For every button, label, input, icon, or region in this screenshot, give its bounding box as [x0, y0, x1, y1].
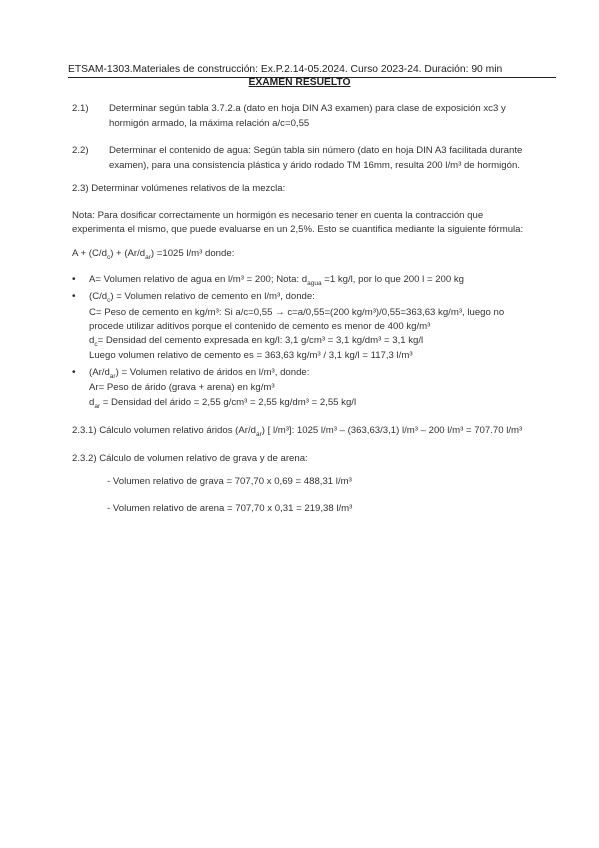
subscript: c	[94, 340, 98, 348]
question-2-1	[72, 103, 562, 133]
subscript: c	[107, 296, 111, 304]
question-number: 2.1)	[72, 103, 89, 114]
question-line: Determinar según tabla 3.7.2.a (dato en hoja DIN A3 examen) para clase de exposición xc3 y	[109, 103, 506, 114]
formula-part: A + (C/d	[72, 248, 107, 259]
note-line: Nota: Para dosificar correctamente un hormigón es necesario tener en cuenta la contracción que	[72, 210, 484, 221]
subscript: ar	[109, 372, 116, 380]
document-header: ETSAM-1303.Materiales de construcción: Ex.P.2.14-05.2024. Curso 2023-24. Duración: 90 min	[68, 64, 556, 78]
question-line: hormigón armado, la máxima relación a/c=0,55	[109, 118, 310, 129]
subscript: ar	[94, 402, 101, 410]
arido-line: Ar= Peso de árido (grava + arena) en kg/m³	[89, 382, 275, 393]
arena-volume-line: - Volumen relativo de arena = 707,70 x 0,31 = 219,38 l/m³	[107, 503, 353, 514]
cemento-line: Luego volumen relativo de cemento es = 363,63 kg/m³ / 3,1 kg/l = 117,3 l/m³	[89, 350, 413, 361]
formula-subscript: ar	[145, 253, 151, 261]
bullet-text: = Densidad del cemento expresada en kg/l: 3,1 g/cm³ = 3,1 kg/dm³ = 3,1 kg/l	[97, 335, 424, 346]
bullet-icon: •	[72, 367, 76, 378]
cemento-line: procede utilizar aditivos porque el contenido de cemento es menor de 400 kg/m³	[89, 321, 431, 332]
bullet-agua	[89, 274, 464, 286]
section-heading-2-3: 2.3) Determinar volúmenes relativos de la mezcla:	[72, 183, 286, 194]
bullet-text: =1 kg/l, por lo que 200 l = 200 kg	[321, 274, 465, 285]
section-heading-2-3-2: 2.3.2) Cálculo de volumen relativo de grava y de arena:	[72, 453, 308, 464]
subscript: agua	[307, 279, 322, 287]
note-line: experimenta el mismo, que puede evaluarse en un 2,5%. Esto se cuantifica mediante la siguiente fórmula:	[72, 224, 524, 235]
bullet-text: ) = Volumen relativo de cemento en l/m³, donde:	[110, 291, 315, 302]
bullet-text: (Ar/d	[89, 367, 110, 378]
bullet-text: (C/d	[89, 291, 108, 302]
bullet-text: A= Volumen relativo de agua en l/m³ = 200; Nota: d	[89, 274, 308, 285]
cemento-line: C= Peso de cemento en kg/m³: Si a/c=0,55 → c=a/0,55=(200 kg/m³)/0,55=363,63 kg/m³, luego no	[89, 307, 505, 318]
question-2-2	[72, 145, 562, 175]
cemento-density-line	[89, 335, 423, 347]
formula-subscript: c	[106, 253, 111, 261]
grava-volume-line: - Volumen relativo de grava = 707,70 x 0,69 = 488,31 l/m³	[107, 476, 352, 487]
bullet-text: ) = Volumen relativo de áridos en l/m³, donde:	[115, 367, 310, 378]
question-line: Determinar el contenido de agua: Según tabla sin número (dato en hoja DIN A3 facilitada durante	[109, 145, 523, 156]
question-line: examen), para una consistencia plástica y árido rodado TM 16mm, resulta 200 l/m³ de hormigón.	[109, 160, 520, 171]
section-text: 2.3.1) Cálculo volumen relativo áridos (Ar/d	[72, 425, 256, 436]
bullet-arido-head	[89, 367, 309, 379]
subscript: ar	[255, 430, 262, 438]
bullet-icon: •	[72, 274, 76, 285]
question-number: 2.2)	[72, 145, 89, 156]
bullet-text: d	[89, 335, 95, 346]
formula-part: ) =1025 l/m³ donde:	[150, 248, 235, 259]
bullet-text: d	[89, 397, 95, 408]
section-2-3-1	[72, 425, 522, 437]
bullet-icon: •	[72, 291, 76, 302]
bullet-text: = Densidad del árido = 2,55 g/cm³ = 2,55 kg/dm³ = 2,55 kg/l	[100, 397, 357, 408]
section-text: ) [ l/m³]: 1025 l/m³ – (363,63/3,1) l/m³ – 200 l/m³ = 707.70 l/m³	[261, 425, 523, 436]
arido-density-line	[89, 397, 356, 409]
bullet-cemento-head	[89, 291, 315, 303]
formula-part: ) + (Ar/d	[110, 248, 146, 259]
formula	[72, 248, 234, 260]
document-subtitle: EXAMEN RESUELTO	[248, 77, 351, 88]
